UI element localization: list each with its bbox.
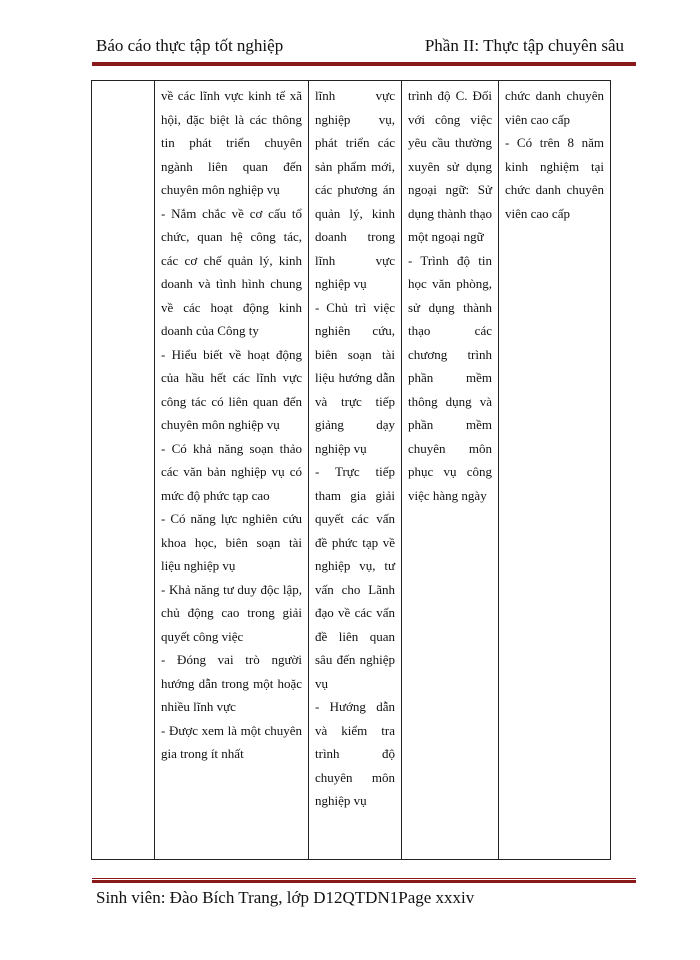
job-requirements-table bbox=[91, 80, 611, 860]
table-cell-skills: trình độ C. Đối với công việc yêu cầu thường xuyên sử dụng ngoại ngữ: Sử dụng thành thạo một ngoại ngữ - Trình độ tin học văn phòng, sử dụng thành thạo các chương trình phần mềm thông dụng và phần mềm chuyên môn phục vụ công việc hàng ngày bbox=[402, 81, 499, 860]
table-cell-experience: chức danh chuyên viên cao cấp - Có trên 8 năm kinh nghiệm tại chức danh chuyên viên cao cấp bbox=[499, 81, 611, 860]
page-header bbox=[92, 36, 628, 62]
page-footer: Sinh viên: Đào Bích Trang, lớp D12QTDN1Page xxxiv bbox=[96, 888, 475, 907]
table-cell-knowledge: về các lĩnh vực kinh tế xã hội, đặc biệt là các thông tin phát triển chuyên ngành liên quan đến chuyên môn nghiệp vụ - Nắm chắc về cơ cấu tổ chức, quan hệ công tác, các cơ chế quản lý, kinh doanh và tình hình chung về các hoạt động kinh doanh của Công ty - Hiểu biết về hoạt động của hầu hết các lĩnh vực công tác có liên quan đến chuyên môn nghiệp vụ - Có khả năng soạn thảo các văn bản nghiệp vụ có mức độ phức tạp cao - Có năng lực nghiên cứu khoa học, biên soạn tài liệu nghiệp vụ - Khả năng tư duy độc lập, chủ động cao trong giải quyết công việc - Đóng vai trò người hướng dẫn trong một hoặc nhiều lĩnh vực - Được xem là một chuyên gia trong ít nhất bbox=[155, 81, 309, 860]
footer-rule bbox=[92, 878, 636, 883]
header-title-right: Phần II: Thực tập chuyên sâu bbox=[424, 36, 624, 55]
table-cell-empty bbox=[92, 81, 155, 860]
table-cell-duties: lĩnh vực nghiệp vụ, phát triển các sản phẩm mới, các phương án quản lý, kinh doanh trong lĩnh vực nghiệp vụ - Chủ trì việc nghiên cứu, biên soạn tài liệu hướng dẫn và trực tiếp giảng dạy nghiệp vụ - Trực tiếp tham gia giải quyết các vấn đề phức tạp về nghiệp vụ, tư vấn cho Lãnh đạo về các vấn đề liên quan sâu đến nghiệp vụ - Hướng dẫn và kiểm tra trình độ chuyên môn nghiệp vụ bbox=[309, 81, 402, 860]
header-rule bbox=[92, 62, 636, 66]
table-row bbox=[92, 81, 611, 860]
header-title-left: Báo cáo thực tập tốt nghiệp bbox=[96, 36, 284, 55]
